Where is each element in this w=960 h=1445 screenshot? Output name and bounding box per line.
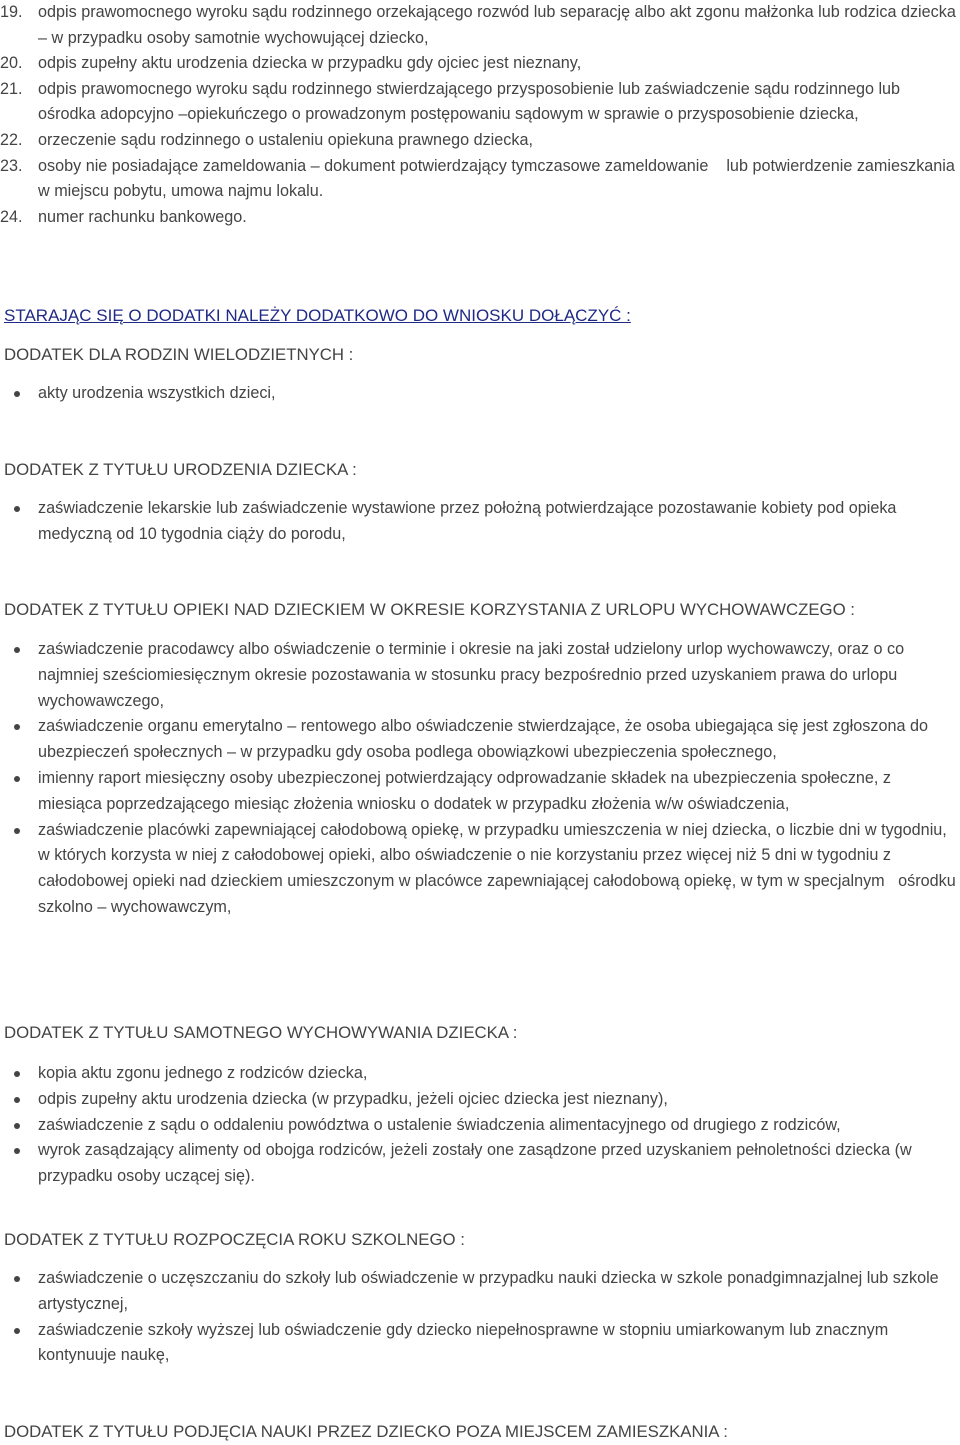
item-text: odpis zupełny aktu urodzenia dziecka w przypadku gdy ojciec jest nieznany, [38,54,582,73]
list-item [0,381,960,407]
item-text: zaświadczenie z sądu o oddaleniu powództwa o ustalenie świadczenia alimentacyjnego od drugiego z rodziców, [38,1115,841,1134]
section-heading-samotne-wychowywanie: DODATEK Z TYTUŁU SAMOTNEGO WYCHOWYWANIA DZIECKA : [4,1023,518,1042]
bullet-list-rok-szkolny [0,1266,960,1369]
item-text: orzeczenie sądu rodzinnego o ustaleniu opiekuna prawnego dziecka, [38,130,533,149]
item-text: odpis zupełny aktu urodzenia dziecka (w przypadku, jeżeli ojciec dziecka jest nieznany), [38,1089,668,1108]
list-item [0,128,960,154]
list-item [0,1138,960,1190]
item-number: 20. [0,54,23,73]
item-number: 22. [0,130,23,149]
bullet-list-urlop-wychowawczy [0,637,960,921]
item-text: zaświadczenie organu emerytalno – rentowego albo oświadczenie stwierdzające, że osoba ubiegająca się jest zgłoszona do ubezpieczeń społecznych – w przypadku gdy osoba podlega obowiązkowi ubezpieczenia społecznego, [38,717,928,762]
bullet-icon [0,1061,38,1087]
bullet-icon [0,818,38,921]
bullet-list-urodzenie [0,496,960,548]
section-heading-wielodzietne: DODATEK DLA RODZIN WIELODZIETNYCH : [4,345,354,364]
item-number: 24. [0,207,23,226]
list-item [0,0,960,51]
list-item [0,154,960,205]
item-number: 21. [0,79,23,98]
item-number: 19. [0,3,23,21]
list-item [0,51,960,77]
bullet-list-wielodzietne [0,381,960,407]
item-text: zaświadczenie lekarskie lub zaświadczenie wystawione przez położną potwierdzające pozostawanie kobiety pod opieka medyczną od 10 tygodnia ciąży do porodu, [38,499,897,543]
list-item [0,1113,960,1139]
main-title: STARAJĄC SIĘ O DODATKI NALEŻY DODATKOWO DO WNIOSKU DOŁĄCZYĆ : [4,306,631,325]
bullet-icon [0,496,38,548]
list-item [0,1087,960,1113]
item-text: zaświadczenie pracodawcy albo oświadczenie o terminie i okresie na jaki został udzielony urlop wychowawczy, oraz o co najmniej sześciomiesięcznym okresie pozostawania w stosunku pracy bezpośrednio przed uzyskaniem prawa do urlopu wychowawczego, [38,640,905,710]
item-text: kopia aktu zgonu jednego z rodziców dziecka, [38,1064,368,1082]
item-text: numer rachunku bankowego. [38,207,247,226]
list-item [0,766,960,818]
item-text: imienny raport miesięczny osoby ubezpieczonej potwierdzający odprowadzanie składek na ubezpieczenia społeczne, z miesiąca poprzedzającego miesiąc złożenia wniosku o dodatek w przypadku złożenia w/w oświadczenia, [38,768,892,813]
item-text: akty urodzenia wszystkich dzieci, [38,384,276,402]
bullet-icon [0,381,38,407]
bullet-icon [0,766,38,818]
list-item [0,1266,960,1318]
list-item [0,1318,960,1370]
item-text: wyrok zasądzający alimenty od obojga rodziców, jeżeli zostały one zasądzone przed uzyskaniem pełnoletności dziecka (w przypadku osoby uczącej się). [38,1141,912,1186]
list-item [0,1061,960,1087]
section-heading-nauka-poza-miejscem: DODATEK Z TYTUŁU PODJĘCIA NAUKI PRZEZ DZIECKO POZA MIEJSCEM ZAMIESZKANIA : [4,1422,728,1441]
bullet-icon [0,714,38,766]
item-number: 23. [0,156,23,175]
bullet-icon [0,637,38,714]
list-item [0,818,960,921]
numbered-list [0,0,960,230]
section-heading-urlop-wychowawczy: DODATEK Z TYTUŁU OPIEKI NAD DZIECKIEM W OKRESIE KORZYSTANIA Z URLOPU WYCHOWAWCZEGO : [4,600,855,619]
bullet-list-samotne-wychowywanie [0,1061,960,1190]
bullet-icon [0,1266,38,1318]
section-heading-urodzenie: DODATEK Z TYTUŁU URODZENIA DZIECKA : [4,460,357,479]
list-item [0,714,960,766]
item-text: odpis prawomocnego wyroku sądu rodzinnego stwierdzającego przysposobienie lub zaświadczenie sądu rodzinnego lub ośrodka adopcyjno –opiekuńczego o prowadzonym postępowaniu sądowym w sprawie o przysposobienie dziecka, [38,79,901,124]
bullet-icon [0,1138,38,1190]
list-item [0,496,960,548]
bullet-icon [0,1318,38,1370]
item-text: zaświadczenie o uczęszczaniu do szkoły lub oświadczenie w przypadku nauki dziecka w szkole ponadgimnazjalnej lub szkole artystycznej, [38,1269,939,1313]
bullet-icon [0,1087,38,1113]
list-item [0,637,960,714]
list-item [0,205,960,231]
list-item [0,77,960,128]
item-text: osoby nie posiadające zameldowania – dokument potwierdzający tymczasowe zameldowanie lub potwierdzenie zamieszkania w miejscu pobytu, umowa najmu lokalu. [38,156,960,201]
section-heading-rok-szkolny: DODATEK Z TYTUŁU ROZPOCZĘCIA ROKU SZKOLNEGO : [4,1230,465,1249]
item-text: odpis prawomocnego wyroku sądu rodzinnego orzekającego rozwód lub separację albo akt zgonu małżonka lub rodzica dziecka – w przypadku osoby samotnie wychowującej dziecko, [38,3,956,47]
item-text: zaświadczenie szkoły wyższej lub oświadczenie gdy dziecko niepełnosprawne w stopniu umiarkowanym lub znacznym kontynuuje naukę, [38,1320,889,1365]
bullet-icon [0,1113,38,1139]
item-text: zaświadczenie placówki zapewniającej całodobową opiekę, w przypadku umieszczenia w niej dziecka, o liczbie dni w tygodniu, w których korzysta w niej z całodobowej opieki, albo oświadczenie o nie korzystaniu przez więcej niż 5 dni w tygodniu z całodobowej opieki nad dzieckiem umieszczonym w placówce zapewniającej całodobową opiekę, w tym w specjalnym ośrodku szkolno – wychowawczym, [38,820,960,916]
